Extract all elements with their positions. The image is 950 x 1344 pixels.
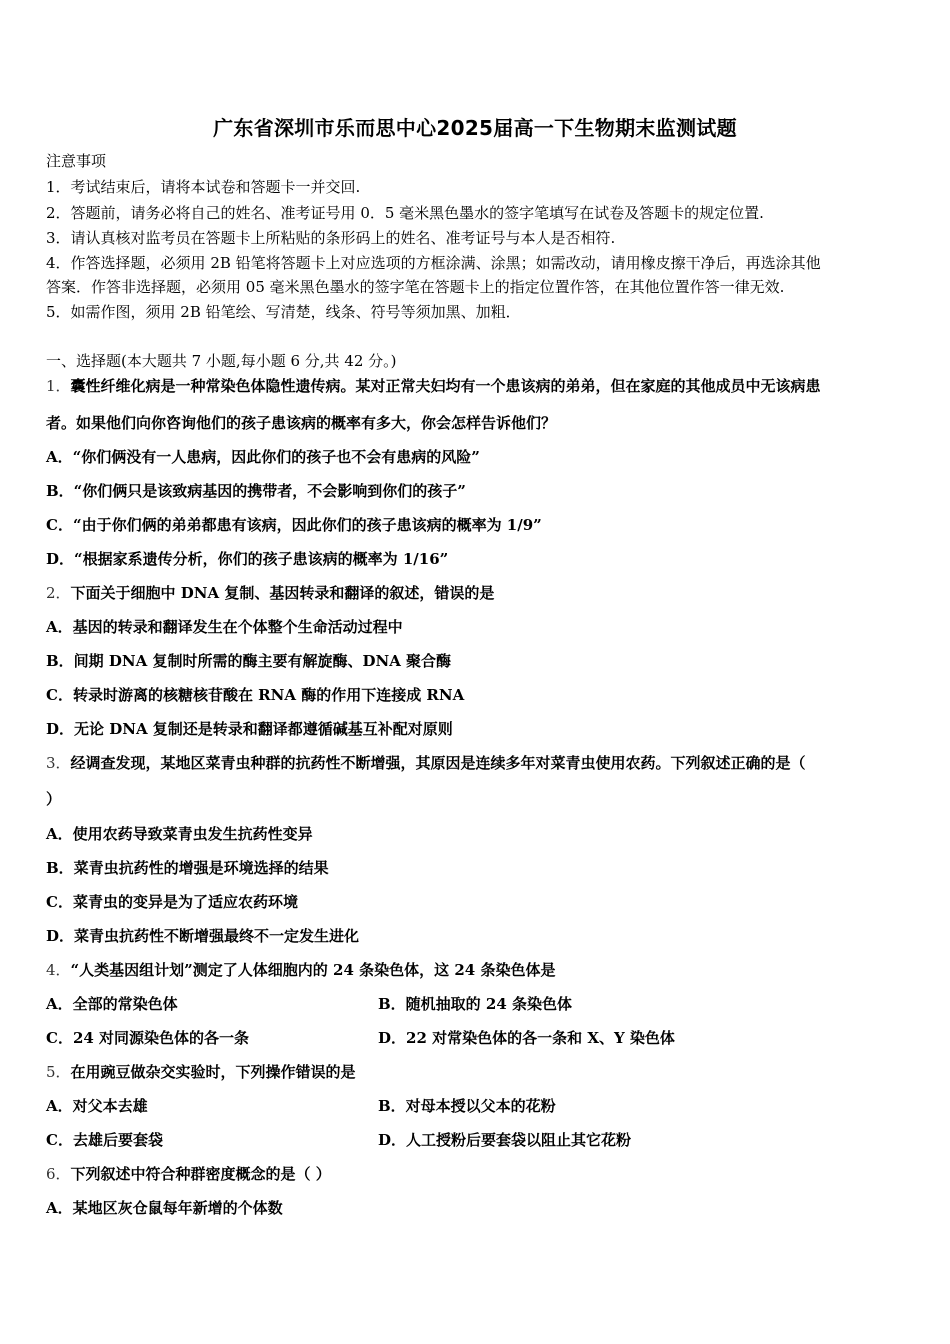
question-number: 6． bbox=[46, 1165, 71, 1183]
question-stem: 囊性纤维化病是一种常染色体隐性遗传病。某对正常夫妇均有一个患该病的弟弟，但在家庭的其他成员中无该病患 bbox=[70, 377, 821, 395]
option-d: D．22 对常染色体的各一条和 X、Y 染色体 bbox=[378, 1029, 675, 1047]
question-number: 2． bbox=[46, 584, 71, 602]
question-number: 3． bbox=[46, 754, 71, 772]
option-c: C．去雄后要套袋 bbox=[46, 1131, 163, 1149]
option-d: D．菜青虫抗药性不断增强最终不一定发生进化 bbox=[46, 927, 360, 945]
notice-item: 4．作答选择题，必须用 2B 铅笔将答题卡上对应选项的方框涂满、涂黑；如需改动，请用橡皮擦干净后，再选涂其他 bbox=[46, 254, 821, 272]
option-a: A．使用农药导致菜青虫发生抗药性变异 bbox=[46, 825, 313, 843]
option-c: C．24 对同源染色体的各一条 bbox=[46, 1029, 250, 1047]
option-a: A．对父本去雄 bbox=[46, 1097, 148, 1115]
question-3 bbox=[46, 753, 806, 773]
notice-item: 答案．作答非选择题，必须用 05 毫米黑色墨水的签字笔在答题卡上的指定位置作答，在其他位置作答一律无效. bbox=[46, 278, 785, 296]
option-b: B．间期 DNA 复制时所需的酶主要有解旋酶、DNA 聚合酶 bbox=[46, 652, 452, 670]
notice-item: 3．请认真核对监考员在答题卡上所粘贴的条形码上的姓名、准考证号与本人是否相符. bbox=[46, 229, 616, 247]
question-stem: 在用豌豆做杂交实验时，下列操作错误的是 bbox=[70, 1063, 356, 1081]
option-b: B．随机抽取的 24 条染色体 bbox=[378, 995, 572, 1013]
option-b: B．对母本授以父本的花粉 bbox=[378, 1097, 556, 1115]
option-a: A．某地区灰仓鼠每年新增的个体数 bbox=[46, 1199, 283, 1217]
question-stem: 下列叙述中符合种群密度概念的是（ ） bbox=[70, 1165, 331, 1183]
section-heading: 一、选择题(本大题共 7 小题,每小题 6 分,共 42 分。) bbox=[46, 352, 397, 370]
question-4 bbox=[46, 960, 555, 980]
option-c: C．“由于你们俩的弟弟都患有该病，因此你们的孩子患该病的概率为 1/9” bbox=[46, 516, 542, 534]
question-number: 1． bbox=[46, 377, 71, 395]
notice-item: 1．考试结束后，请将本试卷和答题卡一并交回. bbox=[46, 178, 361, 196]
option-b: B．“你们俩只是该致病基因的携带者，不会影响到你们的孩子” bbox=[46, 482, 466, 500]
option-a: A．基因的转录和翻译发生在个体整个生命活动过程中 bbox=[46, 618, 403, 636]
option-a: A．“你们俩没有一人患病，因此你们的孩子也不会有患病的风险” bbox=[46, 448, 480, 466]
question-5 bbox=[46, 1062, 356, 1082]
question-number: 4． bbox=[46, 961, 71, 979]
question-number: 5． bbox=[46, 1063, 71, 1081]
question-stem: 经调查发现，某地区菜青虫种群的抗药性不断增强，其原因是连续多年对菜青虫使用农药。下列叙述正确的是（ bbox=[70, 754, 806, 772]
option-b: B．菜青虫抗药性的增强是环境选择的结果 bbox=[46, 859, 329, 877]
question-stem-continued: ） bbox=[46, 790, 62, 808]
question-stem: “人类基因组计划”测定了人体细胞内的 24 条染色体，这 24 条染色体是 bbox=[70, 961, 556, 979]
option-c: C．菜青虫的变异是为了适应农药环境 bbox=[46, 893, 298, 911]
page-title: 广东省深圳市乐而思中心2025届高一下生物期末监测试题 bbox=[213, 116, 737, 140]
option-d: D．人工授粉后要套袋以阻止其它花粉 bbox=[378, 1131, 632, 1149]
option-c: C．转录时游离的核糖核苷酸在 RNA 酶的作用下连接成 RNA bbox=[46, 686, 465, 704]
notice-item: 2．答题前，请务必将自己的姓名、准考证号用 0．5 毫米黑色墨水的签字笔填写在试卷及答题卡的规定位置. bbox=[46, 204, 764, 222]
question-2 bbox=[46, 583, 494, 603]
option-d: D．无论 DNA 复制还是转录和翻译都遵循碱基互补配对原则 bbox=[46, 720, 453, 738]
question-stem: 下面关于细胞中 DNA 复制、基因转录和翻译的叙述，错误的是 bbox=[70, 584, 495, 602]
question-1 bbox=[46, 376, 821, 396]
notice-item: 5．如需作图，须用 2B 铅笔绘、写清楚，线条、符号等须加黑、加粗． bbox=[46, 303, 521, 321]
option-a: A．全部的常染色体 bbox=[46, 995, 178, 1013]
option-d: D．“根据家系遗传分析，你们的孩子患该病的概率为 1/16” bbox=[46, 550, 449, 568]
question-stem-continued: 者。如果他们向你咨询他们的孩子患该病的概率有多大，你会怎样告诉他们？ bbox=[46, 414, 557, 432]
question-6 bbox=[46, 1164, 331, 1184]
notice-heading: 注意事项 bbox=[46, 152, 107, 170]
